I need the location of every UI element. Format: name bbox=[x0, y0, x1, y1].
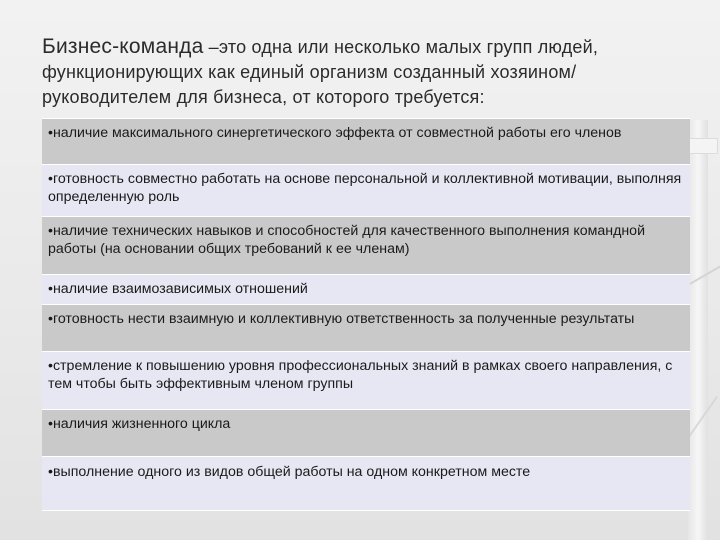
table-row: •наличие взаимозависимых отношений bbox=[42, 275, 690, 305]
requirements-table bbox=[42, 118, 690, 511]
title-term: Бизнес-команда bbox=[42, 35, 204, 58]
title-definition: –это одна или несколько малых групп людей, функционирующих как единый организм созданный хозяином/руководителем для бизнеса, от которого требуется: bbox=[42, 37, 599, 107]
table-row: •наличие максимального синергетического эффекта от совместной работы его членов bbox=[42, 119, 690, 165]
table-row: •выполнение одного из видов общей работы на одном конкретном месте bbox=[42, 457, 690, 511]
table-row: •готовность нести взаимную и коллективную ответственность за полученные результаты bbox=[42, 305, 690, 352]
table-row: •готовность совместно работать на основе персональной и коллективной мотивации, выполняя определенную роль bbox=[42, 165, 690, 217]
slide-title bbox=[42, 34, 702, 110]
decorative-post bbox=[688, 120, 708, 540]
table-row: •наличие технических навыков и способностей для качественного выполнения командной работы (на основании общих требований к ее членам) bbox=[42, 217, 690, 275]
table-row: •наличия жизненного цикла bbox=[42, 410, 690, 457]
table-row: •стремление к повышению уровня профессиональных знаний в рамках своего направления, с тем чтобы быть эффективным членом группы bbox=[42, 352, 690, 410]
